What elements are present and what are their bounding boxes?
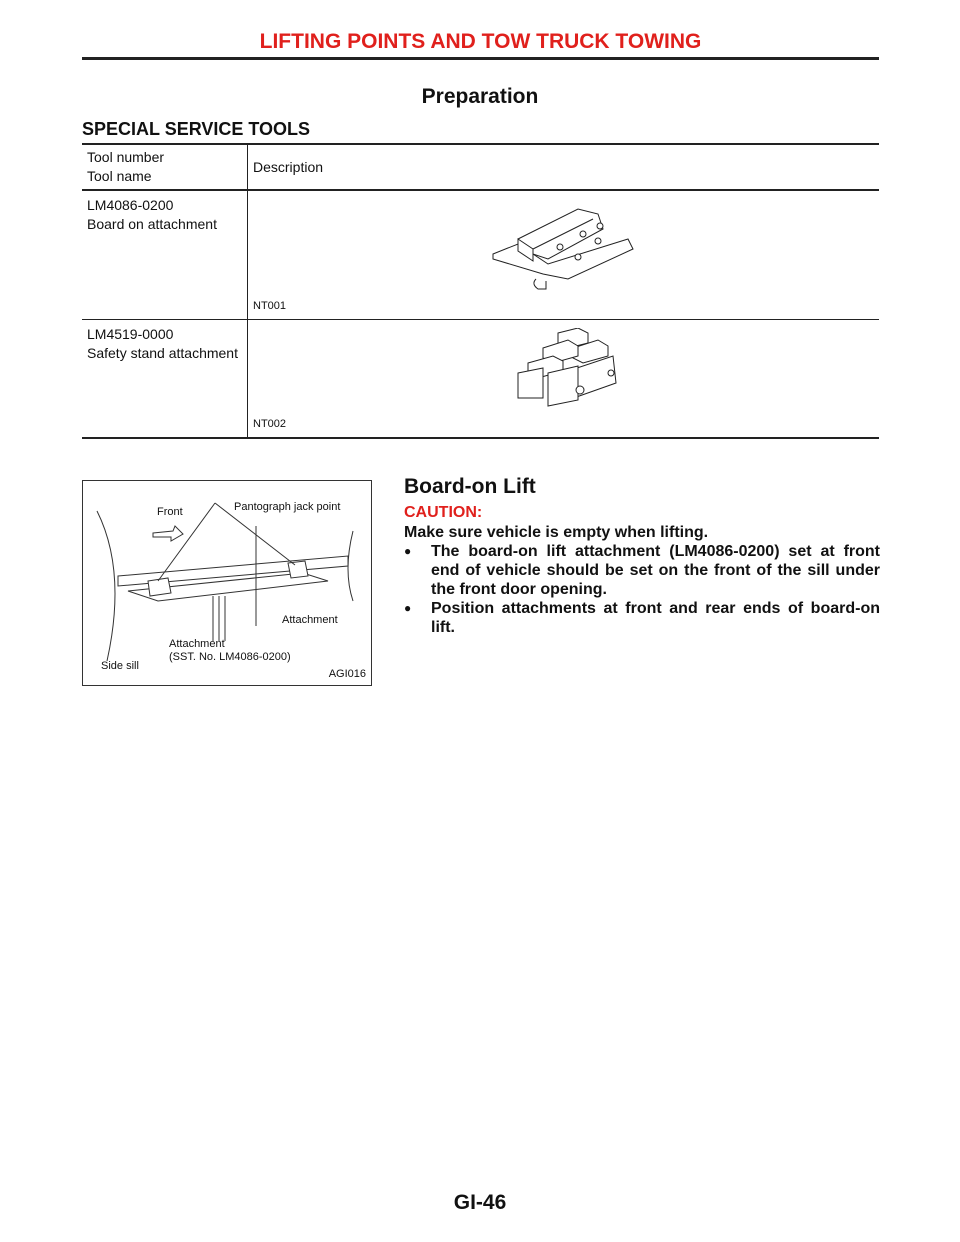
tool-name: Safety stand attachment: [87, 344, 238, 361]
col-tool-number: Tool number: [87, 149, 165, 165]
tool-number: LM4519-0000: [87, 325, 174, 342]
table-header: [82, 144, 879, 190]
figure-code: NT001: [253, 299, 287, 312]
section-title: SPECIAL SERVICE TOOLS: [82, 119, 311, 139]
tool-number: LM4086-0200: [87, 197, 174, 213]
board-on-lift-figure: [82, 480, 372, 686]
table-row: [82, 319, 879, 438]
board-on-lift-title: Board-on Lift: [404, 475, 536, 498]
col-description: Description: [248, 144, 880, 190]
board-on-lift-body: [404, 523, 880, 637]
tool-name: Board on attachment: [87, 216, 217, 232]
label-attachment-sst: Attachment: [169, 638, 225, 650]
tools-table: [82, 143, 879, 439]
figure-code: NT002: [253, 418, 287, 430]
board-attachment-illustration: [488, 199, 638, 294]
safety-stand-attachment-illustration: [508, 328, 628, 413]
bullet-item: ● The board-on lift attachment (LM4086-0200) set at front end of vehicle should be set on the front of the sill under the front door opening.: [404, 542, 880, 599]
page-title: Preparation: [421, 85, 539, 108]
label-side-sill: Side sill: [101, 660, 139, 672]
header-divider: [82, 57, 879, 60]
caution-label: CAUTION:: [404, 504, 483, 521]
label-sst-number: (SST. No. LM4086-0200): [169, 651, 291, 663]
col-tool-name: Tool name: [87, 168, 152, 184]
page-number: GI-46: [453, 1191, 507, 1214]
label-attachment: Attachment: [282, 614, 338, 626]
bullet-item: ● Position attachments at front and rear ends of board-on lift.: [404, 599, 880, 637]
table-row: [82, 190, 879, 319]
label-front: Front: [157, 506, 183, 518]
label-pantograph-jack-point: Pantograph jack point: [234, 501, 341, 513]
caution-text: Make sure vehicle is empty when lifting.: [404, 524, 709, 541]
figure-code: AGI016: [328, 668, 366, 680]
page-header: LIFTING POINTS AND TOW TRUCK TOWING: [259, 30, 702, 53]
